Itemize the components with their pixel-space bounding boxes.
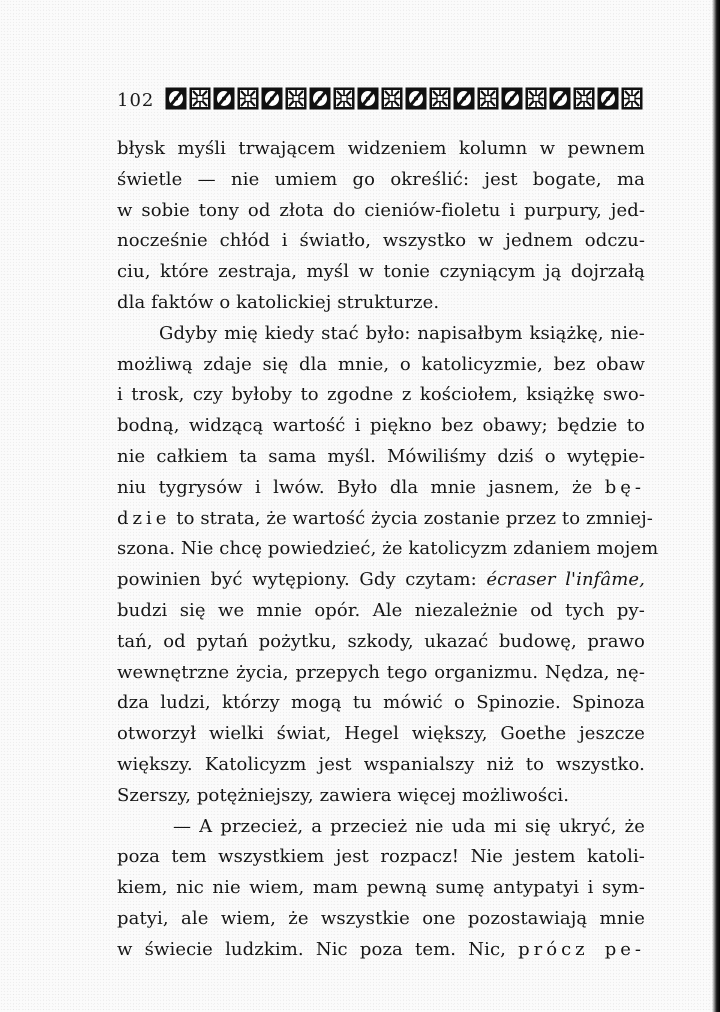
text-line: dla faktów o katolickiej strukturze. — [117, 291, 440, 313]
text-line: i trosk, czy byłoby to zgodne z kościołem, książkę swo- — [117, 384, 645, 406]
text-line: ciu, które zestraja, myśl w tonie czyniącym ją dojrzałą — [117, 261, 645, 283]
text-line: świetle — nie umiem go określić: jest bogate, ma — [117, 168, 645, 190]
spaced-text: prócz pe- — [518, 938, 645, 960]
text-line — [117, 565, 645, 596]
text-line: w sobie tony od złota do cieniów-fioletu i purpury, jed- — [117, 199, 645, 221]
text-line — [117, 935, 645, 966]
text-line: błysk myśli trwającem widzeniem kolumn w pewnem — [117, 138, 645, 159]
page-edge-shadow — [712, 0, 720, 1012]
text-line: szona. Nie chcę powiedzieć, że katolicyzm zdaniem mojem — [117, 538, 659, 560]
text-line: — A przecież, a przecież nie uda mi się ukryć, że — [173, 815, 645, 837]
text-line: możliwą zdaje się dla mnie, o katolicyzmie, bez obaw — [117, 353, 645, 375]
text-line: Gdyby mię kiedy stać było: napisałbym książkę, nie- — [159, 322, 645, 344]
text-line: bodną, widzącą wartość i piękno bez obawy; będzie to — [117, 415, 645, 437]
text-line: nocześnie chłód i światło, wszystko w jednem odczu- — [117, 230, 645, 252]
text-line: Szerszy, potężniejszy, zawiera więcej możliwości. — [117, 784, 570, 806]
text-line: otworzył wielki świat, Hegel większy, Goethe jeszcze — [117, 723, 645, 745]
body-text — [117, 134, 659, 966]
text-line: nie całkiem ta sama myśl. Mówiliśmy dziś o wytępie- — [117, 445, 645, 467]
text-line — [117, 504, 653, 535]
page-number: 102 — [117, 90, 155, 111]
text-line: tań, od pytań pożytku, szkody, ukazać budowę, prawo — [117, 630, 645, 652]
running-header — [117, 86, 645, 116]
ornamental-border — [165, 86, 645, 112]
text-line: kiem, nic nie wiem, mam pewną sumę antypatyi i sym- — [117, 877, 645, 899]
text-line: patyi, ale wiem, że wszystkie one pozostawiają mnie — [117, 907, 645, 929]
text-line: większy. Katolicyzm jest wspanialszy niż to wszystko. — [117, 753, 645, 775]
text-run: niu tygrysów i lwów. Było dla mnie jasnem, że — [117, 476, 593, 498]
text-run: to strata, że wartość życia zostanie przez to zmniej- — [176, 507, 653, 529]
italic-quote: écraser l'infâme, — [486, 569, 645, 591]
text-line: budzi się we mnie opór. Ale niezależnie od tych py- — [117, 599, 645, 621]
text-line: poza tem wszystkiem jest rozpacz! Nie jestem katoli- — [117, 846, 645, 868]
text-run: powinien być wytępiony. Gdy czytam: — [117, 569, 477, 591]
spaced-text: bę- — [604, 476, 645, 498]
text-line: dza ludzi, którzy mogą tu mówić o Spinozie. Spinoza — [117, 692, 645, 714]
text-line — [117, 473, 645, 504]
spaced-text: dzie — [117, 507, 171, 529]
text-run: w świecie ludzkim. Nic poza tem. Nic, — [117, 938, 506, 960]
text-line: wewnętrzne życia, przepych tego organizmu. Nędza, nę- — [117, 661, 645, 683]
